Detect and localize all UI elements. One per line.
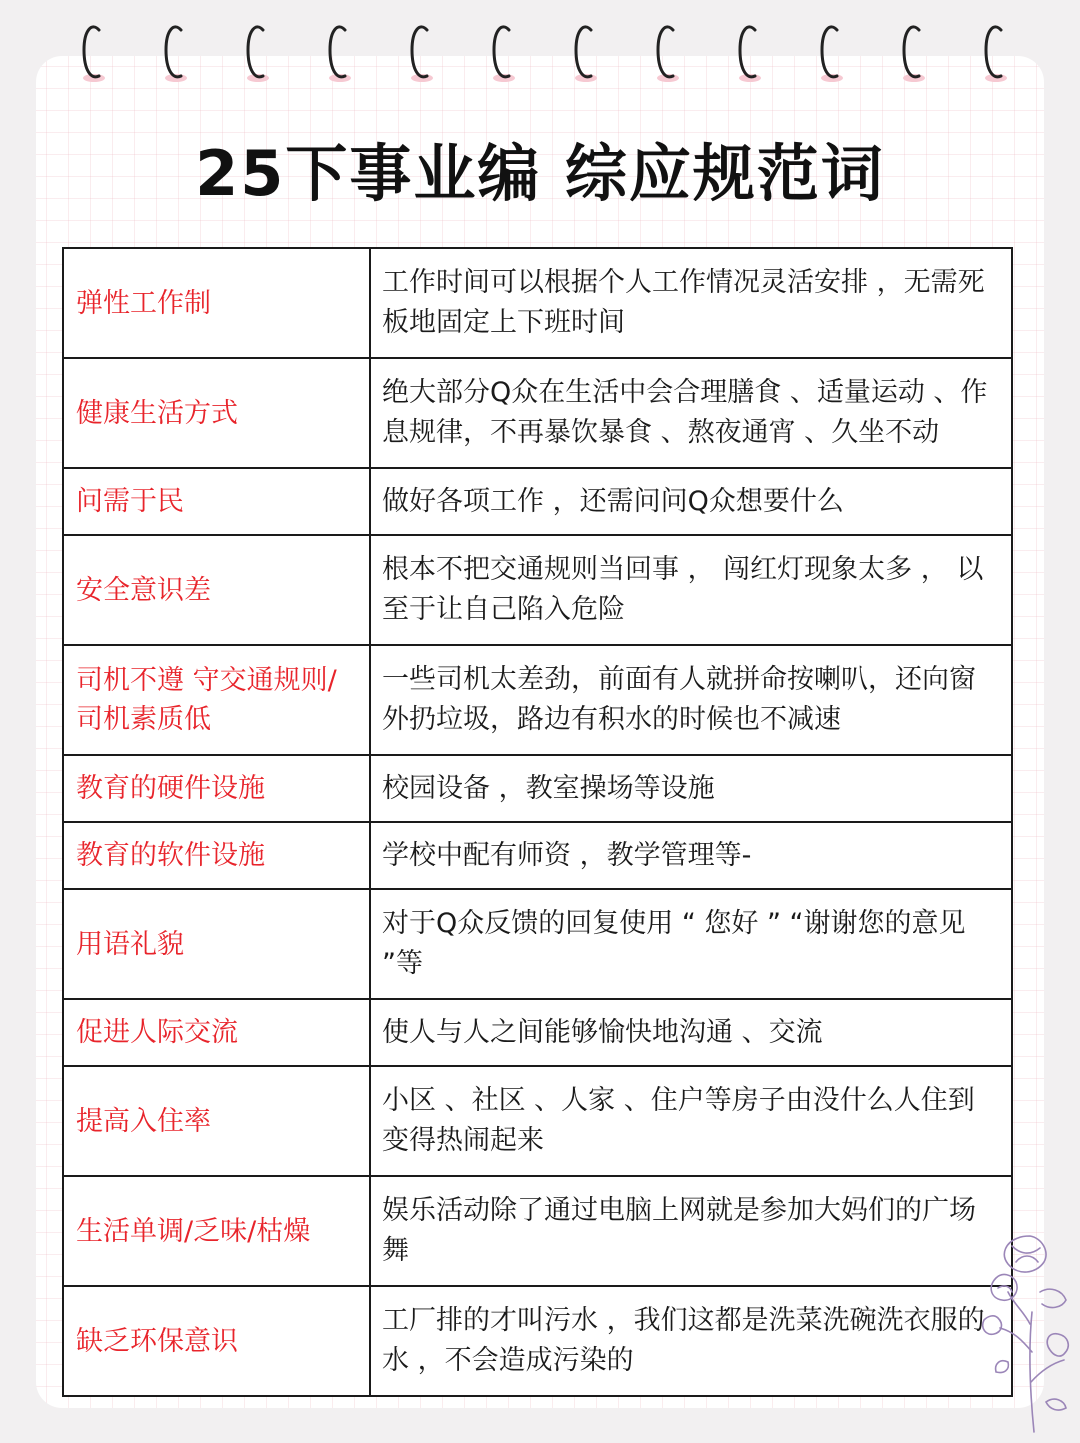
table-row	[63, 999, 1012, 1066]
definition-cell: 做好各项工作 ，还需问问Q众想要什么	[370, 468, 1012, 535]
definition-cell: 根本不把交通规则当回事 ， 闯红灯现象太多 ， 以至于让自己陷入危险	[370, 535, 1012, 645]
spiral-ring-icon	[243, 20, 271, 84]
term-cell: 安全意识差	[63, 535, 370, 645]
term-cell: 问需于民	[63, 468, 370, 535]
spiral-ring-icon	[407, 20, 435, 84]
definition-cell: 小区 、社区 、人家 、住户等房子由没什么人住到变得热闹起来	[370, 1066, 1012, 1176]
term-cell: 健康生活方式	[63, 358, 370, 468]
term-cell: 用语礼貌	[63, 889, 370, 999]
spiral-ring-icon	[899, 20, 927, 84]
flower-sketch-icon	[978, 1232, 1076, 1438]
spiral-ring-icon	[653, 20, 681, 84]
term-cell: 提高入住率	[63, 1066, 370, 1176]
term-cell: 促进人际交流	[63, 999, 370, 1066]
definition-cell: 学校中配有师资 ，教学管理等-	[370, 822, 1012, 889]
term-cell: 弹性工作制	[63, 248, 370, 358]
definition-cell: 校园设备 ，教室操场等设施	[370, 755, 1012, 822]
spiral-ring-icon	[735, 20, 763, 84]
term-cell: 司机不遵 守交通规则/司机素质低	[63, 645, 370, 755]
table-row	[63, 468, 1012, 535]
spiral-ring-icon	[161, 20, 189, 84]
table-row	[63, 645, 1012, 755]
definition-cell: 娱乐活动除了通过电脑上网就是参加大妈们的广场舞	[370, 1176, 1012, 1286]
table-row	[63, 248, 1012, 358]
spiral-ring-icon	[981, 20, 1009, 84]
spiral-ring-icon	[571, 20, 599, 84]
term-cell: 教育的硬件设施	[63, 755, 370, 822]
definition-cell: 一些司机太差劲，前面有人就拼命按喇叭，还向窗外扔垃圾，路边有积水的时候也不减速	[370, 645, 1012, 755]
spiral-ring-icon	[817, 20, 845, 84]
definition-cell: 使人与人之间能够愉快地沟通 、交流	[370, 999, 1012, 1066]
vocabulary-table	[62, 247, 1013, 1397]
spiral-ring-icon	[325, 20, 353, 84]
page-title: 25下事业编 综应规范词	[195, 137, 885, 210]
term-cell: 生活单调/乏味/枯燥	[63, 1176, 370, 1286]
term-cell: 缺乏环保意识	[63, 1286, 370, 1396]
definition-cell: 工厂排的才叫污水 ，我们这都是洗菜洗碗洗衣服的水 ，不会造成污染的	[370, 1286, 1012, 1396]
spiral-ring-icon	[79, 20, 107, 84]
table-row	[63, 358, 1012, 468]
definition-cell: 对于Q众反馈的回复使用 “ 您好 ” “谢谢您的意见 ”等	[370, 889, 1012, 999]
table-row	[63, 1286, 1012, 1396]
table-row	[63, 1066, 1012, 1176]
table-row	[63, 822, 1012, 889]
term-cell: 教育的软件设施	[63, 822, 370, 889]
definition-cell: 工作时间可以根据个人工作情况灵活安排 ，无需死板地固定上下班时间	[370, 248, 1012, 358]
table-row	[63, 1176, 1012, 1286]
table-row	[63, 535, 1012, 645]
definition-cell: 绝大部分Q众在生活中会合理膳食 、适量运动 、作息规律，不再暴饮暴食 、熬夜通宵 、久坐不动	[370, 358, 1012, 468]
spiral-ring-icon	[489, 20, 517, 84]
table-row	[63, 889, 1012, 999]
table-row	[63, 755, 1012, 822]
